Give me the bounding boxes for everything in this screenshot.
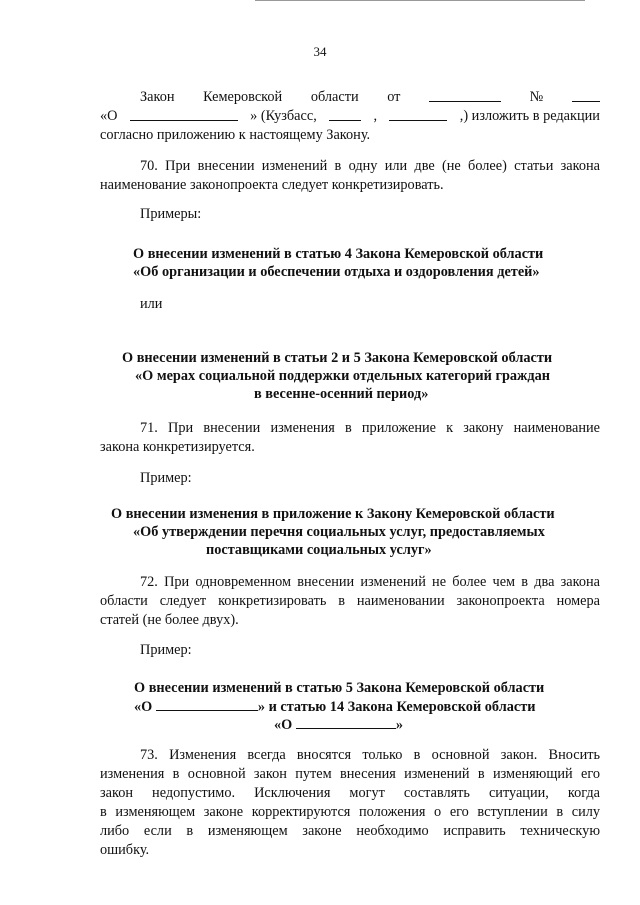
paragraph-71 [100,419,600,457]
example-72-line-3 [0,715,640,733]
p71-line-1: 71. При внесении изменения в приложение к закону наименование [140,420,600,436]
kuzbass-blank-1 [329,107,361,121]
example-71-line-1: О внесении изменения в приложение к Закону Кемеровской области [111,506,555,522]
intro-word-oblasti: области [310,89,359,105]
example-1-line-2: «Об организации и обеспечении отдыха и оздоровления детей» [133,264,540,280]
example-1-line-1: О внесении изменений в статью 4 Закона Кемеровской области [133,246,544,262]
intro-tail: ,) изложить в редакции [459,108,600,124]
example-2-line-2: «О мерах социальной поддержки отдельных категорий граждан [135,368,551,384]
example-label-72: Пример: [140,642,192,658]
intro-open-quote: «О [100,108,118,124]
example-72-line-2 [0,697,640,715]
intro-word-zakon: Закон [140,89,175,105]
law-title-blank-1 [156,697,258,711]
p72-line-2: области следует конкретизировать в наименовании законопроекта номера [100,593,600,609]
number-blank [572,88,600,102]
example-71-line-2: «Об утверждении перечня социальных услуг, предоставляемых [133,524,545,540]
intro-line-2 [100,107,600,126]
p70-line-2: наименование законопроекта следует конкретизировать. [100,177,444,193]
p73-line-6: ошибку. [100,842,150,858]
top-rule [255,0,585,1]
example-71-line-3: поставщиками социальных услуг» [206,542,432,558]
paragraph-73 [100,746,600,860]
p70-line-1: 70. При внесении изменений в одну или две (не более) статьи закона [140,158,600,174]
example-72-open-quote-2: «О [274,717,293,733]
example-2-line-1: О внесении изменений в статьи 2 и 5 Закона Кемеровской области [122,350,553,366]
examples-label: Примеры: [140,206,202,222]
or-label: или [140,296,163,312]
p73-line-1: 73. Изменения всегда вносятся только в основной закон. Вносить [140,747,600,763]
intro-word-kemerovskoy: Кемеровской [203,89,283,105]
p71-line-2: закона конкретизируется. [100,439,255,455]
example-72-line-2-tail: » и статью 14 Закона Кемеровской области [257,699,536,715]
intro-line-1 [100,88,600,107]
example-2-line-3: в весенне-осенний период» [254,386,429,402]
intro-paragraph [100,88,600,145]
intro-word-ot: от [387,89,401,105]
intro-number-sign: № [529,89,544,105]
example-72-line-1: О внесении изменений в статью 5 Закона Кемеровской области [134,680,545,696]
paragraph-72 [100,573,600,630]
example-heading-72 [0,679,640,733]
p72-line-3: статей (не более двух). [100,612,239,628]
example-72-close-quote: » [395,717,404,733]
p73-line-3: закон недопустимо. Исключения могут составлять ситуации, когда [100,785,600,801]
p73-line-5: либо если в изменяющем законе необходимо исправить техническую [100,823,600,839]
p73-line-2: изменения в основной закон путем внесения изменений в изменяющий его [100,766,600,782]
law-title-blank-2 [296,715,396,729]
page-number: 34 [313,44,327,59]
kuzbass-blank-2 [389,107,447,121]
example-heading-2 [0,349,640,403]
p72-line-1: 72. При одновременном внесении изменений не более чем в два закона [140,574,600,590]
example-label-71: Пример: [140,470,192,486]
title-blank [130,107,238,121]
paragraph-70 [100,157,600,195]
example-heading-71 [0,505,640,559]
intro-line-3: согласно приложению к настоящему Закону. [100,127,371,143]
p73-line-4: в изменяющем законе корректируются положения о его вступлении в силу [100,804,600,820]
example-heading-1 [0,245,640,281]
date-blank [429,88,501,102]
intro-kuzbass: » (Кузбасс, [250,108,317,124]
intro-comma: , [373,108,378,124]
example-72-open-quote-1: «О [134,699,153,715]
